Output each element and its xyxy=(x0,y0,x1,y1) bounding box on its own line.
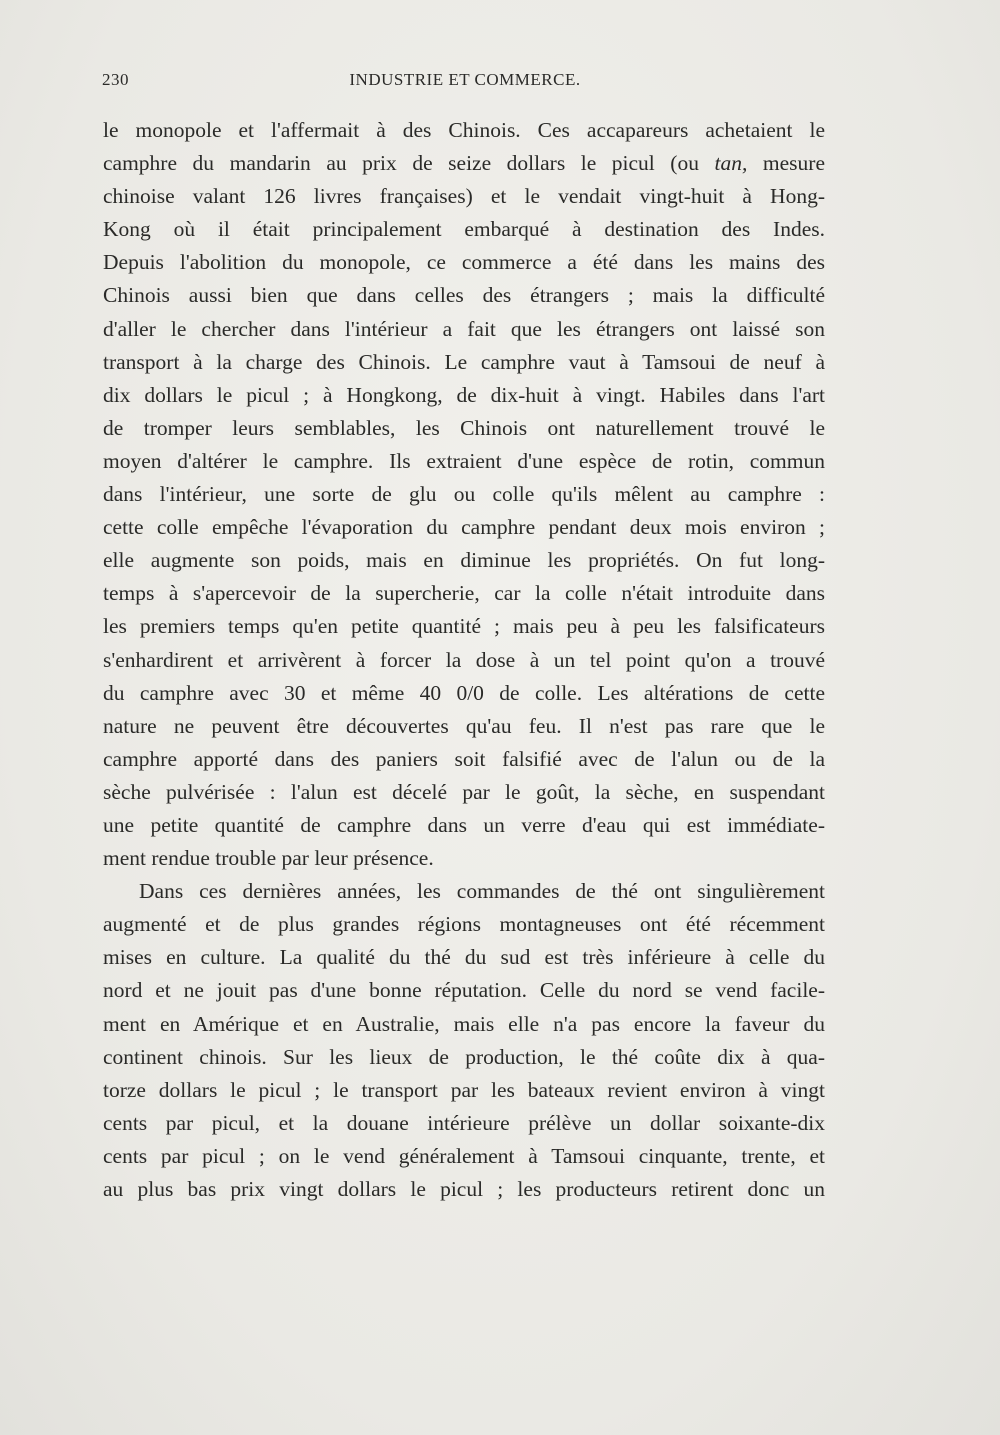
text-line: d'aller le chercher dans l'intérieur a fait que les étrangers ont laissé son xyxy=(103,316,825,341)
running-head xyxy=(102,70,828,96)
running-title: INDUSTRIE ET COMMERCE. xyxy=(349,70,581,89)
text-line: de tromper leurs semblables, les Chinois ont naturellement trouvé le xyxy=(103,415,825,440)
text-segment: mesure xyxy=(747,151,825,176)
text-line: augmenté et de plus grandes régions montagneuses ont été récemment xyxy=(103,912,825,937)
text-line: elle augmente son poids, mais en diminue les propriétés. On fut long- xyxy=(103,548,825,573)
text-line: au plus bas prix vingt dollars le picul ; les producteurs retirent donc un xyxy=(103,1177,825,1201)
text-line: s'enhardirent et arrivèrent à forcer la dose à un tel point qu'on a trouvé xyxy=(103,647,825,672)
text-line: chinoise valant 126 livres françaises) et le vendait vingt-huit à Hong- xyxy=(103,184,825,209)
text-line: nord et ne jouit pas d'une bonne réputation. Celle du nord se vend facile- xyxy=(103,978,825,1003)
text-line: torze dollars le picul ; le transport par les bateaux revient environ à vingt xyxy=(103,1077,825,1102)
text-line: ment rendue trouble par leur présence. xyxy=(103,846,434,871)
paragraph xyxy=(103,875,825,1206)
text-line: moyen d'altérer le camphre. Ils extraient d'une espèce de rotin, commun xyxy=(103,448,825,473)
text-line xyxy=(103,147,825,180)
text-line: le monopole et l'affermait à des Chinois. Ces accapareurs achetaient le xyxy=(103,118,825,142)
text-line: cents par picul, et la douane intérieure prélève un dollar soixante-dix xyxy=(103,1110,825,1135)
text-line: dans l'intérieur, une sorte de glu ou colle qu'ils mêlent au camphre : xyxy=(103,482,825,507)
text-line: temps à s'apercevoir de la supercherie, car la colle n'était introduite dans xyxy=(103,581,825,606)
italic-term: tan, xyxy=(714,151,748,176)
text-line: cents par picul ; on le vend généralement à Tamsoui cinquante, trente, et xyxy=(103,1143,825,1168)
text-line: les premiers temps qu'en petite quantité ; mais peu à peu les falsificateurs xyxy=(103,614,825,639)
text-segment: camphre du mandarin au prix de seize dollars le picul (ou xyxy=(103,151,715,176)
text-line: ment en Amérique et en Australie, mais elle n'a pas encore la faveur du xyxy=(103,1011,825,1036)
page-number: 230 xyxy=(102,70,129,89)
text-line: continent chinois. Sur les lieux de production, le thé coûte dix à qua- xyxy=(103,1044,825,1069)
text-line: Dans ces dernières années, les commandes de thé ont singulièrement xyxy=(139,879,825,904)
text-line: mises en culture. La qualité du thé du sud est très inférieure à celle du xyxy=(103,945,825,970)
text-line: du camphre avec 30 et même 40 0/0 de colle. Les altérations de cette xyxy=(103,680,825,705)
text-line: Depuis l'abolition du monopole, ce commerce a été dans les mains des xyxy=(103,250,825,275)
text-line: sèche pulvérisée : l'alun est décelé par le goût, la sèche, en suspendant xyxy=(103,779,825,804)
text-line: dix dollars le picul ; à Hongkong, de dix-huit à vingt. Habiles dans l'art xyxy=(103,382,825,407)
text-line: Chinois aussi bien que dans celles des étrangers ; mais la difficulté xyxy=(103,283,825,308)
text-line: cette colle empêche l'évaporation du camphre pendant deux mois environ ; xyxy=(103,515,825,540)
text-line: camphre apporté dans des paniers soit falsifié avec de l'alun ou de la xyxy=(103,746,825,771)
text-line: nature ne peuvent être découvertes qu'au feu. Il n'est pas rare que le xyxy=(103,713,825,738)
paragraph xyxy=(103,114,825,875)
body-text xyxy=(103,114,825,1206)
text-line: une petite quantité de camphre dans un verre d'eau qui est immédiate- xyxy=(103,812,825,837)
text-line: Kong où il était principalement embarqué à destination des Indes. xyxy=(103,217,825,242)
text-line: transport à la charge des Chinois. Le camphre vaut à Tamsoui de neuf à xyxy=(103,349,825,374)
